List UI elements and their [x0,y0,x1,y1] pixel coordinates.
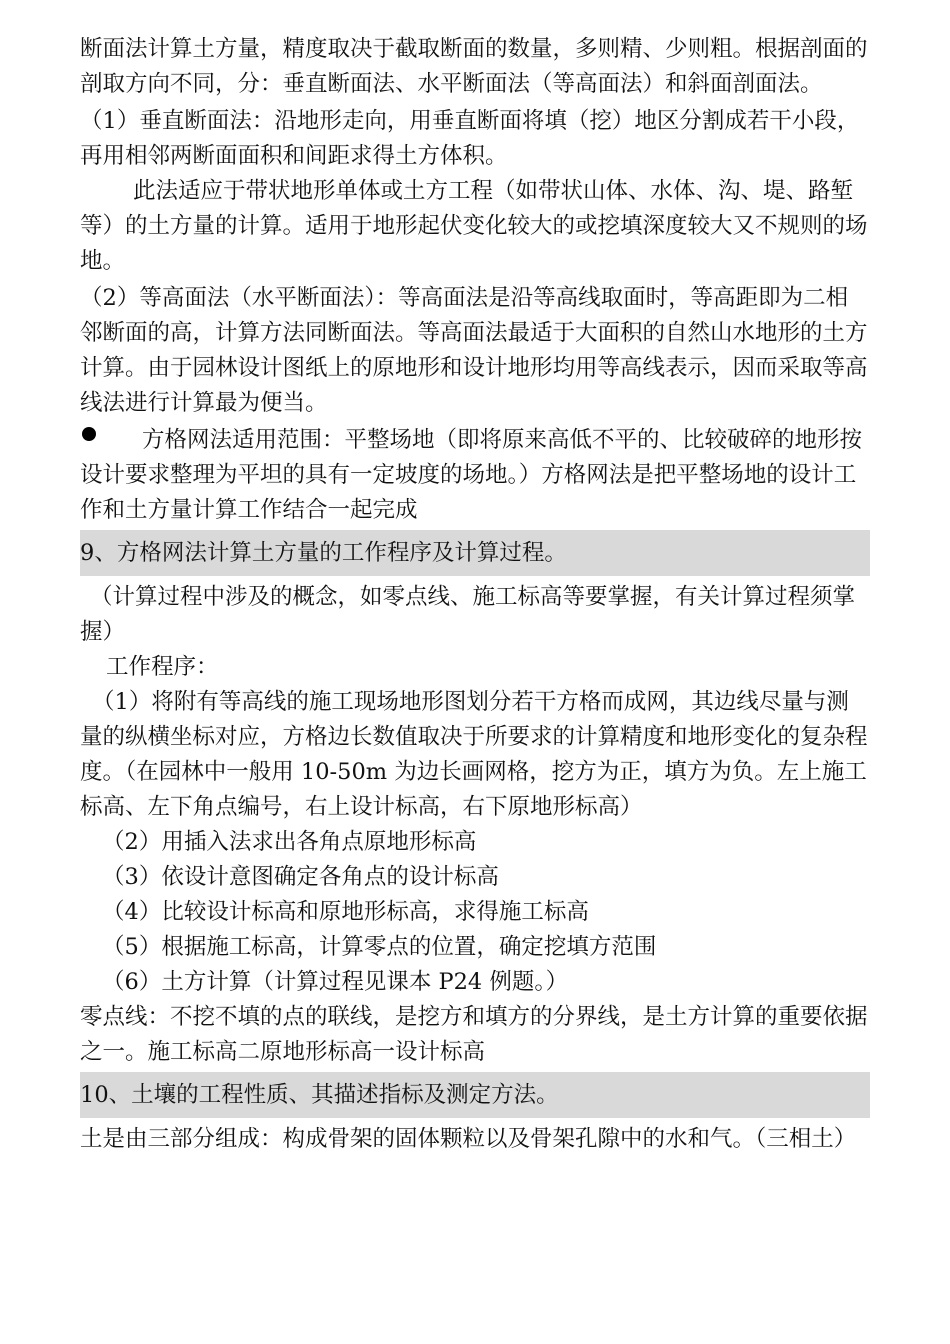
list-item-step-6: （6）土方计算（计算过程见课本 P24 例题。） [102,969,569,995]
paragraph-soil-composition: 土是由三部分组成：构成骨架的固体颗粒以及骨架孔隙中的水和气。（三相土） [80,1126,857,1152]
bullet-dot-icon [82,427,96,441]
paragraph-vertical-section-method: （1）垂直断面法：沿地形走向，用垂直断面将填（挖）地区分割成若干小段，再用相邻两断面面积和间距求得土方体积。 [80,108,860,169]
section-heading-10-text: 10、土壤的工程性质、其描述指标及测定方法。 [80,1082,559,1108]
paragraph-section-method-intro: 断面法计算土方量，精度取决于截取断面的数量，多则精、少则粗。根据剖面的剖取方向不同，分：垂直断面法、水平断面法（等高面法）和斜面剖面法。 [80,36,868,97]
list-item-step-2: （2）用插入法求出各角点原地形标高 [102,829,477,855]
paragraph-contour-method: （2）等高面法（水平断面法）：等高面法是沿等高线取面时，等高距即为二相邻断面的高，计算方法同断面法。等高面法最适于大面积的自然山水地形的土方计算。由于园林设计图纸上的原地形和设计地形均用等高线表示，因而采取等高线法进行计算最为便当。 [80,285,868,416]
paragraph-grid-method-scope: 方格网法适用范围：平整场地（即将原来高低不平的、比较破碎的地形按设计要求整理为平坦的具有一定坡度的场地。）方格网法是把平整场地的设计工作和土方量计算工作结合一起完成 [80,427,863,523]
paragraph-step-1: （1）将附有等高线的施工现场地形图划分若干方格而成网，其边线尽量与测量的纵横坐标对应，方格边长数值取决于所要求的计算精度和地形变化的复杂程度。（在园林中一般用 10-50m 为边长画网格，挖方为正，填方为负。左上施工标高、左下角点编号，右上设计标高，右下原地形标高） [80,689,868,820]
list-item-step-3: （3）依设计意图确定各角点的设计标高 [102,864,499,890]
paragraph-vertical-method-applicability: 此法适应于带状地形单体或土方工程（如带状山体、水体、沟、堤、路堑等）的土方量的计算。适用于地形起伏变化较大的或挖填深度较大又不规则的场地。 [80,178,868,274]
section-heading-9-text: 9、方格网法计算土方量的工作程序及计算过程。 [80,540,567,566]
paragraph-zero-point-line: 零点线：不挖不填的点的联线，是挖方和填方的分界线，是土方计算的重要依据之一。施工标高二原地形标高一设计标高 [80,1004,868,1065]
section-heading-9 [80,530,870,576]
list-item-step-4: （4）比较设计标高和原地形标高，求得施工标高 [102,899,589,925]
bullet-item-grid-method-scope [80,423,870,528]
document-body [80,32,870,1157]
list-item-step-5: （5）根据施工标高，计算零点的位置，确定挖填方范围 [102,934,657,960]
paragraph-calculation-concepts: （计算过程中涉及的概念，如零点线、施工标高等要掌握，有关计算过程须掌握） [80,584,856,645]
section-heading-10 [80,1072,870,1118]
paragraph-work-procedure-label: 工作程序： [106,654,219,680]
